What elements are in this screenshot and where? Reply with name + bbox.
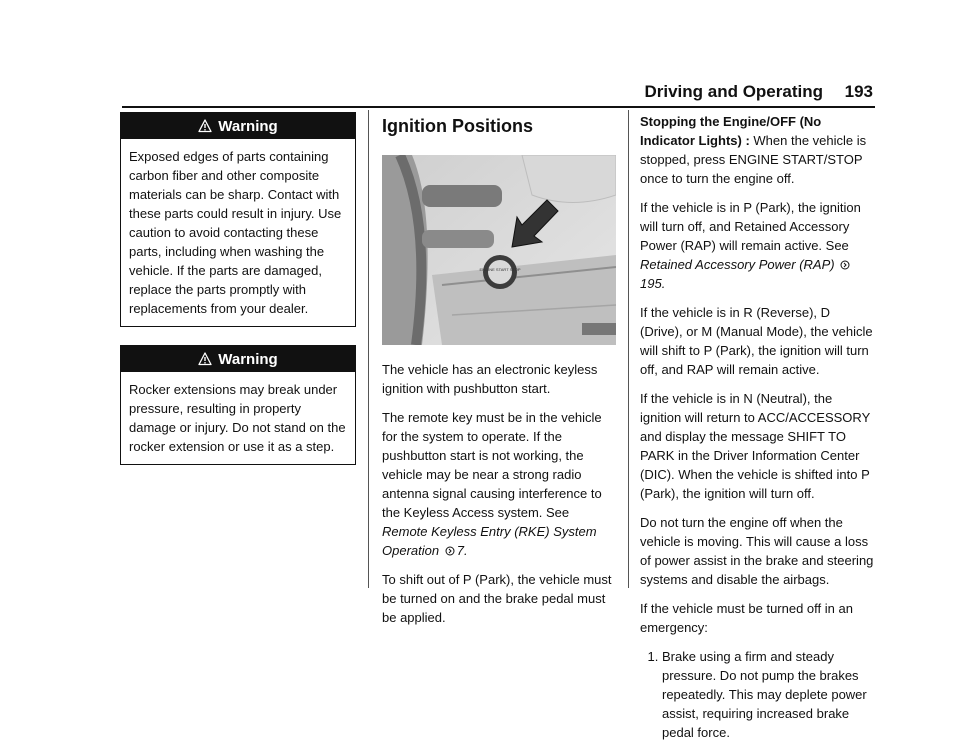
paragraph: If the vehicle is in N (Neutral), the ignition will return to ACC/ACCESSORY and display the message SHIFT TO PARK in the Driver Information Center (DIC). When the vehicle is shifted into P (Park), the ignition will turn off. — [640, 391, 871, 501]
numbered-list — [640, 647, 876, 742]
warning-title: Warning — [218, 351, 278, 368]
paragraph: To shift out of P (Park), the vehicle must be turned on and the brake pedal must be applied. — [382, 572, 612, 625]
warning-box — [120, 112, 356, 327]
warning-header — [121, 346, 355, 372]
cross-reference-link[interactable]: Retained Accessory Power (RAP) — [640, 257, 835, 272]
button-label: ENGINE START STOP — [479, 267, 521, 272]
reference-page: 7. — [456, 543, 468, 558]
reference-page: 195. — [640, 276, 666, 291]
column-right — [640, 112, 876, 742]
column-divider — [368, 110, 369, 588]
section-heading: Ignition Positions — [382, 116, 533, 136]
warning-header — [121, 113, 355, 139]
paragraph: If the vehicle is in P (Park), the ignition will turn off, and Retained Accessory Power (RAP) will remain active. See Retained Accessory Power (RAP) 195. — [640, 200, 861, 291]
column-divider — [628, 110, 629, 588]
warning-icon — [198, 119, 212, 133]
paragraph: If the vehicle must be turned off in an emergency: — [640, 601, 853, 635]
paragraph: Do not turn the engine off when the vehicle is moving. This will cause a loss of power assist in the brake and steering systems and disable the airbags. — [640, 515, 874, 587]
column-middle — [382, 112, 616, 637]
paragraph: Stopping the Engine/OFF (No Indicator Lights) : When the vehicle is stopped, press ENGINE START/STOP once to turn the engine off. — [640, 114, 867, 186]
list-item: 1. Brake using a firm and steady pressure. Do not pump the brakes repeatedly. This may deplete power assist, requiring increased brake pedal force. — [662, 647, 876, 742]
warning-text: Exposed edges of parts containing carbon fiber and other composite materials can be sharp. Contact with these parts could result in injury. Use caution to avoid contacting these parts, including when washing the vehicle. If the parts are damaged, replace the parts promptly with replacements from your dealer. — [129, 149, 342, 316]
column-left — [120, 112, 356, 483]
paragraph: If the vehicle is in R (Reverse), D (Drive), or M (Manual Mode), the vehicle will shift to P (Park), the ignition will turn off, and RAP will remain active. — [640, 305, 873, 377]
paragraph: The vehicle has an electronic keyless ignition with pushbutton start. — [382, 362, 598, 396]
warning-text: Rocker extensions may break under pressure, resulting in property damage or injury. Do not stand on the rocker extension or use it as a step. — [129, 382, 346, 454]
page-header — [122, 82, 875, 108]
page-reference-icon — [840, 260, 850, 270]
paragraph: The remote key must be in the vehicle for the system to operate. If the pushbutton start is not working, the vehicle may be near a strong radio antenna signal causing interference to the Keyless Access system. See Remote Keyless Entry (RKE) System Operation 7. — [382, 410, 602, 558]
warning-icon — [198, 352, 212, 366]
page-reference-icon — [445, 546, 455, 556]
ignition-button-photo — [382, 155, 616, 345]
page-number: 193 — [844, 82, 873, 101]
runin-heading: Stopping the Engine/OFF (No Indicator Lights) : — [640, 114, 822, 148]
section-title: Driving and Operating — [644, 82, 823, 101]
warning-box — [120, 345, 356, 465]
cross-reference-link[interactable]: Remote Keyless Entry (RKE) System Operation — [382, 524, 597, 558]
warning-title: Warning — [218, 118, 278, 135]
